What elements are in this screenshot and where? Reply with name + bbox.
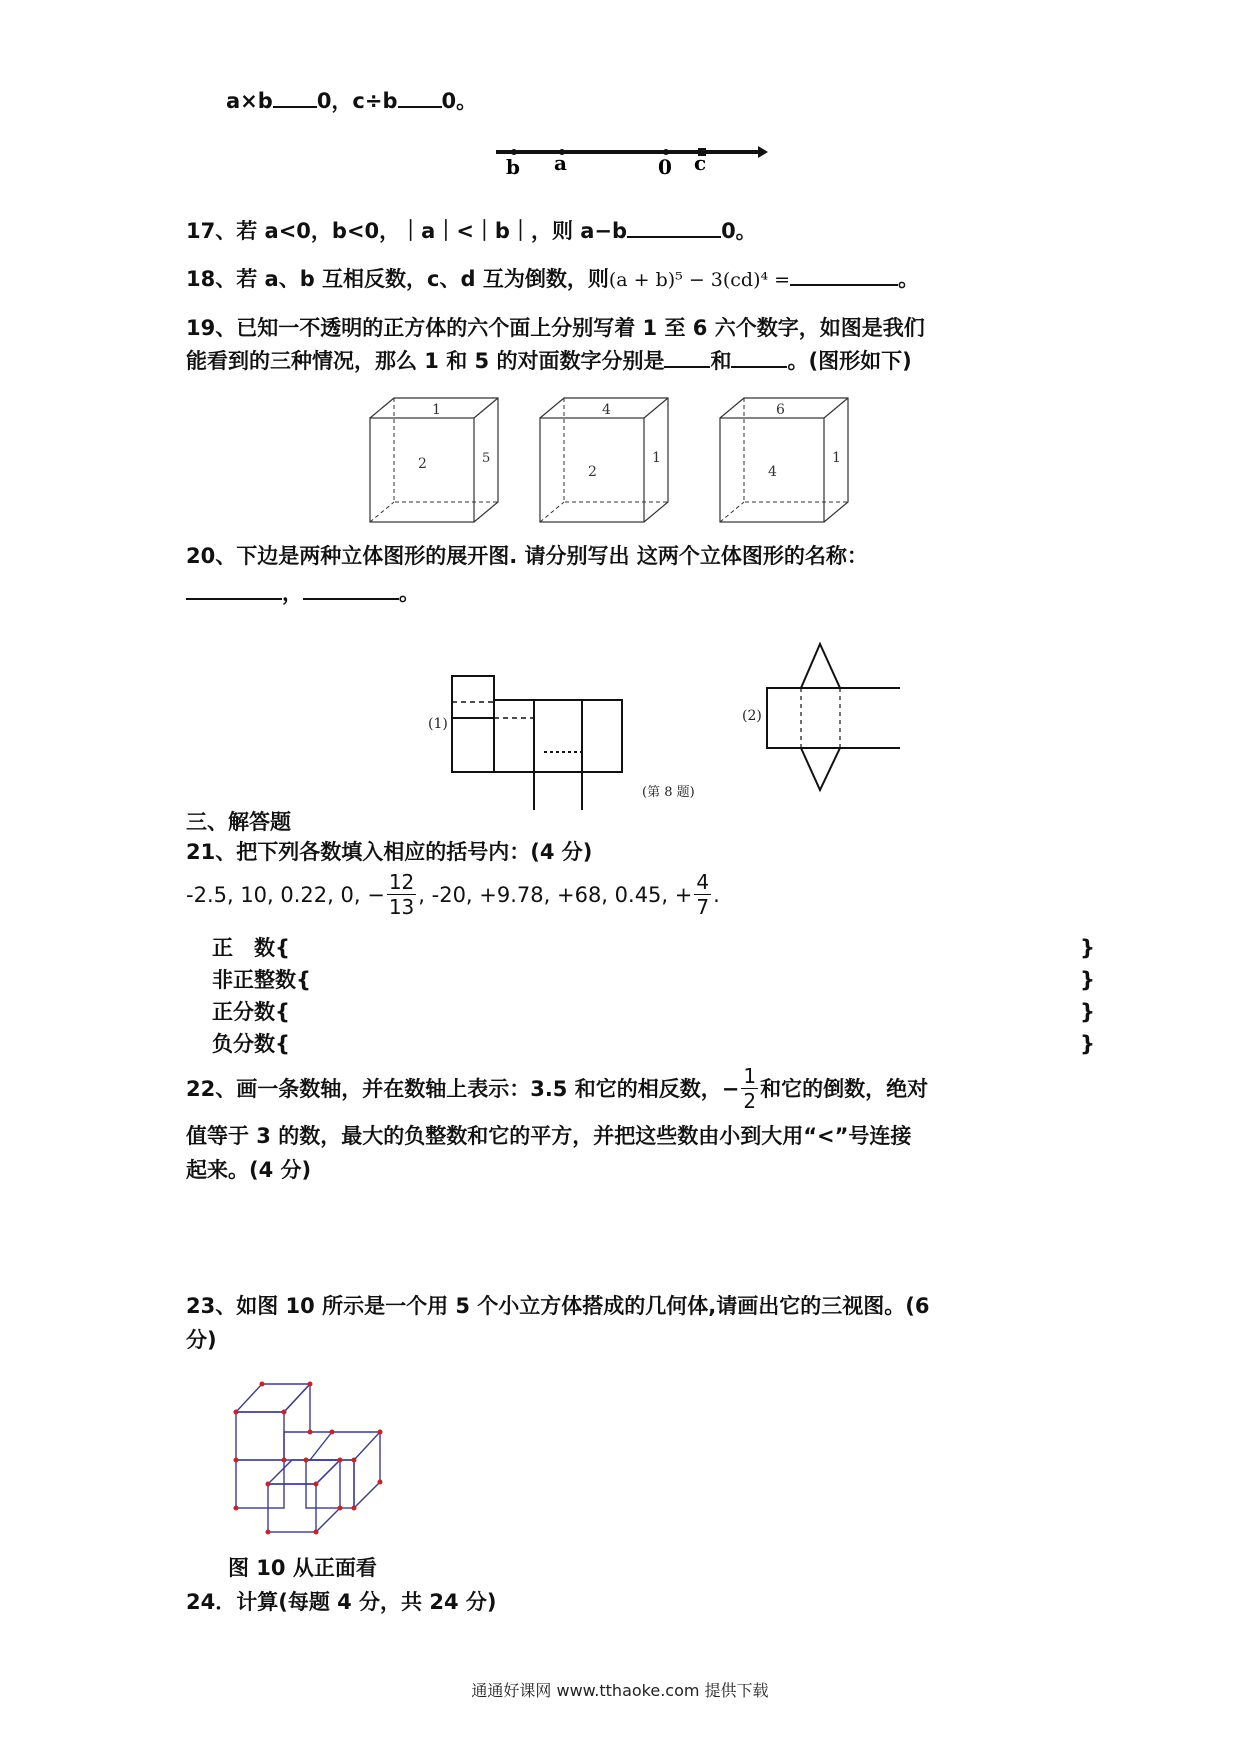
answer-blank[interactable] xyxy=(398,86,442,108)
cube-1-side: 5 xyxy=(482,451,491,466)
cube-1-front: 2 xyxy=(418,456,427,472)
net-1 xyxy=(428,676,622,810)
cube-3-top: 6 xyxy=(776,402,785,418)
figure-10-cubes xyxy=(228,1370,428,1540)
cube-2-top: 4 xyxy=(602,402,611,418)
cube-3 xyxy=(720,398,848,522)
cube-2-side: 1 xyxy=(652,450,661,466)
question-19-line-1: 19、已知一不透明的正方体的六个面上分别写着 1 至 6 六个数字，如图是我们 xyxy=(186,316,925,340)
figure-caption: (第 8 题) xyxy=(642,785,695,800)
question-17: 17、若 a<0，b<0，｜a｜<｜b｜，则 a−b 0。 xyxy=(186,216,757,245)
category-positive: 正 数{ } xyxy=(212,936,1095,960)
label-b: b xyxy=(506,155,520,178)
label-c: c xyxy=(694,151,707,175)
cube-2-front: 2 xyxy=(588,464,597,480)
answer-blank[interactable] xyxy=(627,216,721,238)
question-22-line-3: 起来。(4 分) xyxy=(186,1158,312,1182)
question-19-line-2: 能看到的三种情况，那么 1 和 5 的对面数字分别是 和 。(图形如下) xyxy=(186,346,912,375)
answer-blank[interactable] xyxy=(273,86,317,108)
label-a: a xyxy=(554,151,567,175)
question-23-line-1: 23、如图 10 所示是一个用 5 个小立方体搭成的几何体,请画出它的三视图。(6 xyxy=(186,1294,930,1318)
answer-blank[interactable] xyxy=(186,578,282,600)
question-24-title: 24．计算(每题 4 分，共 24 分) xyxy=(186,1590,497,1614)
cube-2 xyxy=(540,398,668,522)
question-23-line-2: 分) xyxy=(186,1328,217,1352)
figure-10-caption: 图 10 从正面看 xyxy=(228,1556,377,1580)
category-non-positive-integer: 非正整数{ } xyxy=(212,968,1095,992)
number-line-figure xyxy=(490,138,770,178)
answer-blank[interactable] xyxy=(303,578,399,600)
section-title: 三、解答题 xyxy=(186,810,291,834)
net-1-label: (1) xyxy=(428,716,448,732)
cube-1-top: 1 xyxy=(432,402,441,418)
question-22-line-2: 值等于 3 的数，最大的负整数和它的平方，并把这些数由小到大用“<”号连接 xyxy=(186,1124,912,1148)
nets-figure xyxy=(420,640,900,810)
fraction-4-7: $\frac{4}{7}$ xyxy=(696,870,710,919)
cube-views-figure xyxy=(360,396,860,526)
fraction-12-13: $\frac{12}{13}$ xyxy=(388,870,415,919)
answer-blank[interactable] xyxy=(790,264,898,286)
cube-1 xyxy=(370,398,498,522)
cube-3-side: 1 xyxy=(832,450,841,466)
net-2-label: (2) xyxy=(742,708,762,724)
category-positive-fraction: 正分数{ } xyxy=(212,1000,1095,1024)
answer-blank[interactable] xyxy=(664,346,710,368)
arrow-head-icon xyxy=(758,146,768,158)
question-22-line-1: 22、画一条数轴，并在数轴上表示：3.5 和它的相反数，− $\frac{1}{2}$ 和它的倒数，绝对 xyxy=(186,1064,929,1113)
question-21-title: 21、把下列各数填入相应的括号内：(4 分) xyxy=(186,840,593,864)
question-20-line-2: ， 。 xyxy=(186,578,420,607)
page-footer: 通通好课网 www.tthaoke.com 提供下载 xyxy=(471,1681,769,1700)
label-0: 0 xyxy=(658,155,672,178)
cube-3-front: 4 xyxy=(768,464,777,480)
q16-tail: a×b 0，c÷b 0。 xyxy=(226,86,477,115)
question-21-numbers: -2.5, 10, 0.22, 0, − $\frac{12}{13}$ , -20, +9.78, +68, 0.45, + $\frac{4}{7}$ . xyxy=(186,870,720,919)
question-20-line-1: 20、下边是两种立体图形的展开图. 请分别写出 这两个立体图形的名称： xyxy=(186,544,868,568)
fraction-1-2: $\frac{1}{2}$ xyxy=(743,1064,757,1113)
question-18: 18、若 a、b 互相反数，c、d 互为倒数，则(a + b)⁵ − 3(cd)⁴ = 。 xyxy=(186,264,919,294)
net-2 xyxy=(642,644,900,800)
category-negative-fraction: 负分数{ } xyxy=(212,1032,1095,1056)
answer-blank[interactable] xyxy=(731,346,787,368)
